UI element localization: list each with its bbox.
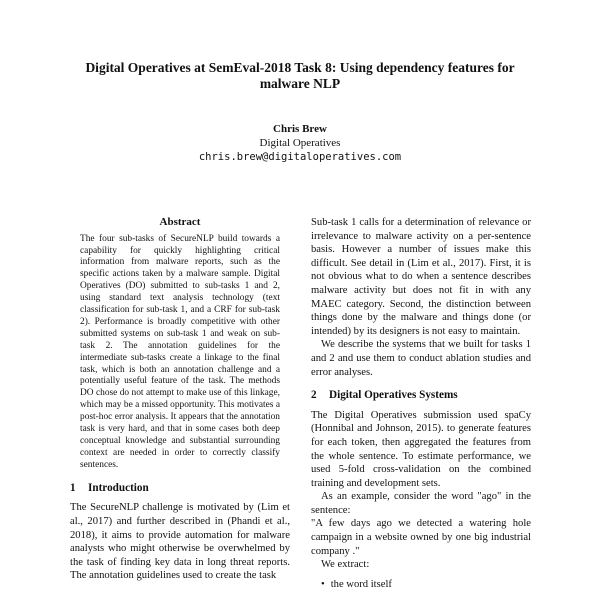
abstract-text: The four sub-tasks of SecureNLP build towards a capability for quickly highlighting critical information from malware reports, such as the specific actions taken by a malware sample. Digital Operatives (DO) submitted to sub-tasks 1 and 2, using standard text analysis technology (text classification for sub-task 1, and a CRF for sub-task 2). Performance is broadly competitive with other submitted systems on sub-task 1 and weak on sub-task 2. The annotation guidelines for the intermediate sub-tasks create a linkage to the final task, which is both an annotation challenge and a potentially useful feature of the task. The methods DO chose do not attempt to make use of this linkage, which may be a missed opportunity. This motivates a post-hoc error analysis. It appears that the annotation task is very hard, and that in some cases both deep conceptual knowledge and substantial surrounding context are needed in order to correctly classify sentences. bbox=[80, 233, 280, 470]
example-intro-paragraph: As an example, consider the word "ago" in the sentence: bbox=[311, 491, 531, 516]
section-2-heading bbox=[311, 389, 531, 403]
author-block bbox=[100, 122, 500, 164]
extract-intro-paragraph: We extract: bbox=[321, 559, 370, 571]
left-column bbox=[70, 216, 290, 583]
example-sentence-quote: "A few days ago we detected a watering hole campaign in a website owned by one big industrial company ." bbox=[311, 518, 531, 557]
section-1-number: 1 bbox=[70, 481, 76, 494]
paper-title: Digital Operatives at SemEval-2018 Task 8: Using dependency features for malware NLP bbox=[85, 60, 515, 91]
right-column bbox=[311, 216, 531, 591]
list-item: • the word itself bbox=[321, 578, 531, 592]
author-name: Chris Brew bbox=[273, 123, 327, 135]
intro-paragraph: The SecureNLP challenge is motivated by (Lim et al., 2017) and further described in (Phandi et al., 2018), it aims to provide automation for malware analysts who might otherwise be overwhelmed by the task of finding key data in long threat reports. The annotation guidelines used to create the task bbox=[70, 502, 290, 582]
systems-description-paragraph: We describe the systems that we built for tasks 1 and 2 and use them to conduct ablation studies and error analyses. bbox=[311, 339, 531, 378]
systems-paragraph: The Digital Operatives submission used spaCy (Honnibal and Johnson, 2015). to generate features for each token, then aggregated the features from the whole sentence. To estimate performance, we used 5-fold cross-validation on the combined training and development sets. bbox=[311, 409, 531, 489]
section-1-heading bbox=[70, 482, 290, 496]
section-1-title: Introduction bbox=[88, 481, 149, 494]
subtask-paragraph: Sub-task 1 calls for a determination of relevance or irrelevance to malware activity on a per-sentence basis. However a number of issues make this difficult. See detail in (Lim et al., 2017). First, it is not obvious what to do when a sentence describes malware activity but does not fit in with any MAEC category. Second, the distinction between things done by the malware and things done (or intended) by its designers is not easy to maintain. bbox=[311, 217, 531, 337]
section-2-title: Digital Operatives Systems bbox=[329, 389, 458, 402]
author-email: chris.brew@digitaloperatives.com bbox=[198, 151, 402, 163]
feature-list bbox=[311, 578, 531, 592]
author-affiliation: Digital Operatives bbox=[259, 137, 341, 149]
abstract-heading: Abstract bbox=[159, 216, 201, 228]
section-2-number: 2 bbox=[311, 389, 317, 402]
